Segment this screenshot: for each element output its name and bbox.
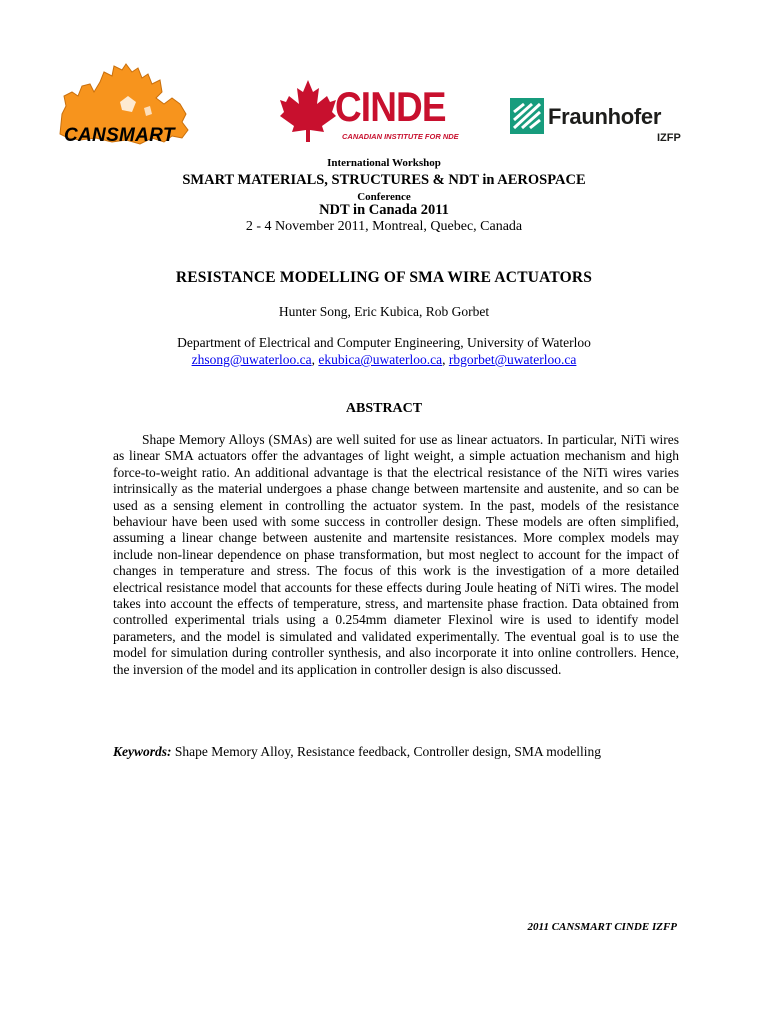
conference-label: Conference <box>357 191 411 203</box>
email-separator: , <box>442 352 449 367</box>
izfp-wordmark: IZFP <box>657 132 681 144</box>
conference-dates: 2 - 4 November 2011, Montreal, Quebec, Canada <box>245 219 523 234</box>
workshop-label: International Workshop <box>327 157 441 169</box>
page-footer: 2011 CANSMART CINDE IZFP <box>527 921 677 933</box>
email-list <box>0 352 768 368</box>
email-link[interactable]: rbgorbet@uwaterloo.ca <box>448 352 577 367</box>
fraunhofer-logo <box>510 96 694 152</box>
workshop-title: SMART MATERIALS, STRUCTURES & NDT in AEROSPACE <box>182 172 586 188</box>
authors: Hunter Song, Eric Kubica, Rob Gorbet <box>278 304 490 319</box>
paper-title: RESISTANCE MODELLING OF SMA WIRE ACTUATORS <box>175 269 593 286</box>
maple-leaf-icon <box>278 78 338 142</box>
fraunhofer-stripes-icon <box>510 98 544 134</box>
keywords-label: Keywords: <box>113 744 172 759</box>
cansmart-logo <box>56 62 192 158</box>
affiliation: Department of Electrical and Computer Engineering, University of Waterloo <box>177 335 591 350</box>
cansmart-wordmark: CANSMART <box>64 125 175 146</box>
cinde-wordmark: CINDE <box>335 83 446 130</box>
cinde-subtitle: CANADIAN INSTITUTE FOR NDE <box>342 132 459 141</box>
abstract-body: Shape Memory Alloys (SMAs) are well suited for use as linear actuators. In particular, NiTi wires as linear SMA actuators offer the advantages of light weight, a simple actuation mechanism and high force-to-weight ratio. An additional advantage is that the electrical resistance of the NiTi wires varies intrinsically as the material undergoes a phase change between martensite and austenite, and so can be used as a sensing element in controlling the actuator system. In the past, models of the resistance behaviour have been used with some success in controller design. These models are often simplified, assuming a linear change between austenite and martensite resistances. More complex models may include non-linear dependence on phase transformation, but most neglect to account for the impact of changes in temperature and stress. The focus of this work is the investigation of a more detailed electrical resistance model that accounts for these effects during Joule heating of NiTi wires. The model takes into account the effects of temperature, stress, and martensite phase fraction. Data obtained from controlled experimental trials using a 0.254mm diameter Flexinol wire is used to identify model parameters, and the model is simulated and validated experimentally. The eventual goal is to use the model for simulation during controller synthesis, and also incorporate it into online controllers. Hence, the inversion of the model and its application in controller design is also discussed. <box>113 432 679 677</box>
email-link[interactable]: ekubica@uwaterloo.ca <box>318 352 443 367</box>
fraunhofer-wordmark: Fraunhofer <box>548 104 662 129</box>
email-separator: , <box>311 352 319 367</box>
cinde-logo <box>278 76 459 146</box>
keywords <box>113 744 601 760</box>
email-link[interactable]: zhsong@uwaterloo.ca <box>191 352 312 367</box>
keywords-text: Shape Memory Alloy, Resistance feedback, Controller design, SMA modelling <box>171 744 602 759</box>
abstract-heading: ABSTRACT <box>345 401 423 416</box>
conference-name: NDT in Canada 2011 <box>319 202 449 218</box>
